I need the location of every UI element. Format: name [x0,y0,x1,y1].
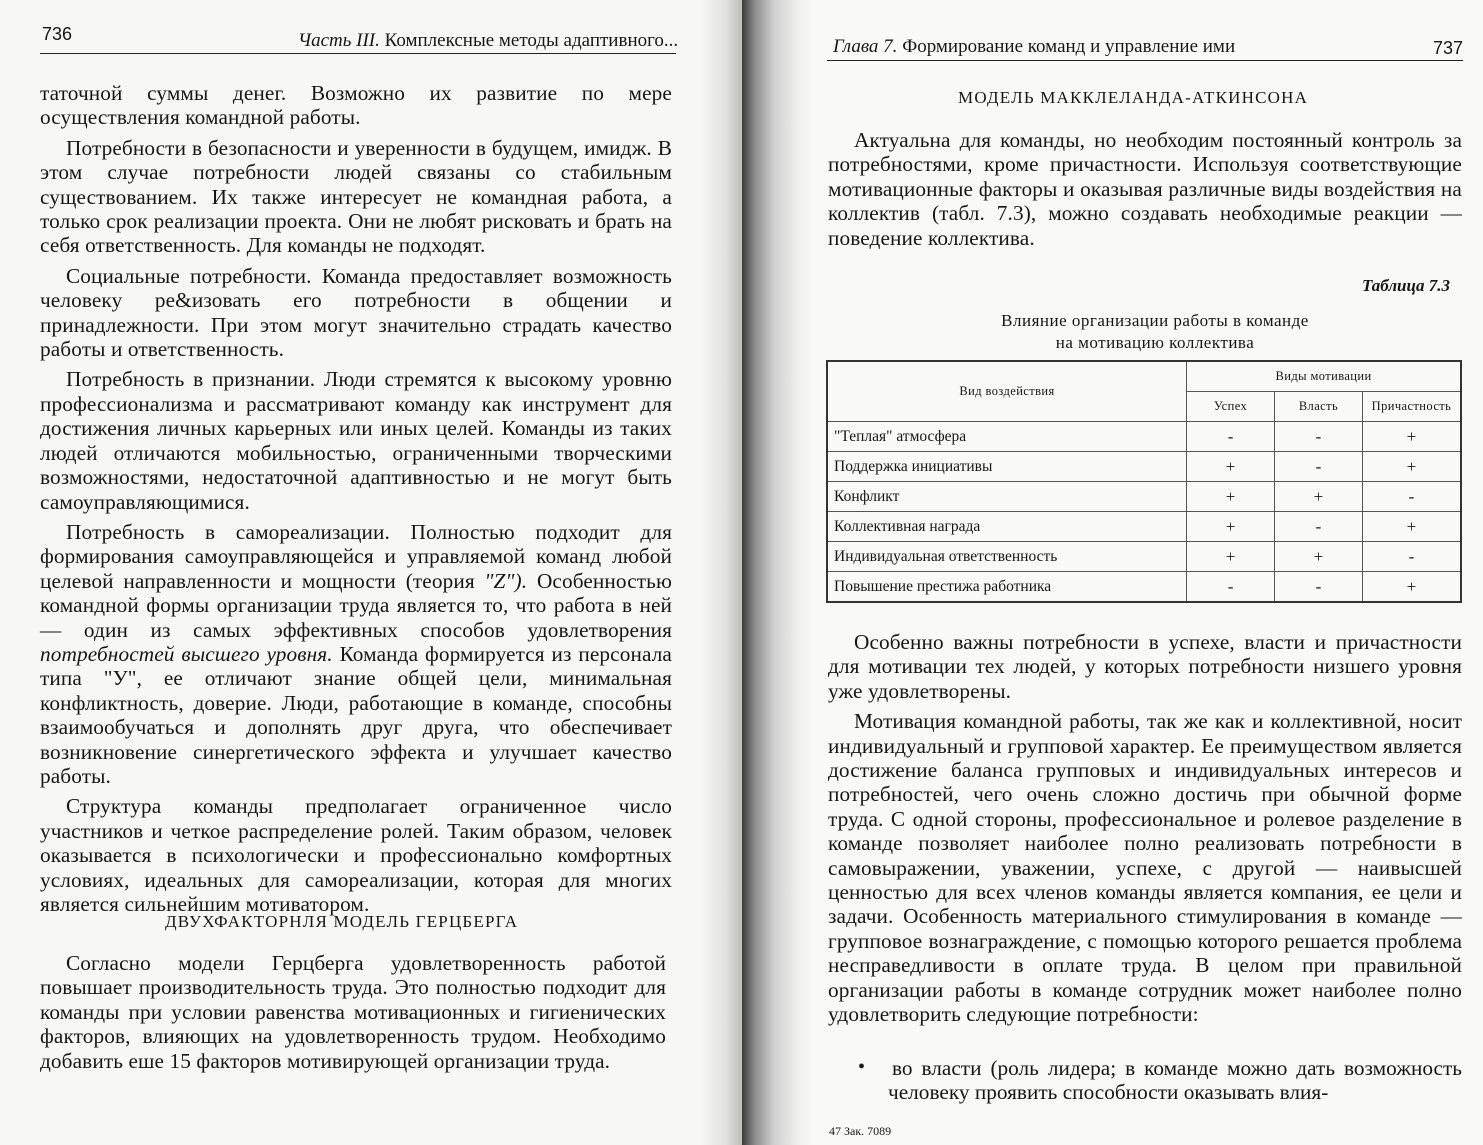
gutter-shadow-right [742,0,812,1145]
success-cell: + [1187,542,1275,572]
herzberg-heading: ДВУХФАКТОРНЛЯ МОДЕЛЬ ГЕРЦБЕРГА [165,912,519,931]
table-label: Таблица 7.3 [1362,276,1450,295]
belonging-cell: + [1362,422,1461,452]
gutter-shadow-left [700,0,742,1145]
left-page-number: 736 [42,24,73,44]
bullet-item: во власти (роль лидера; в команде можно дать возможность человеку проявить способности оказывать влия- [888,1056,1462,1105]
table-row [827,482,1461,512]
intro-block [828,128,1462,250]
theory-z: "Z"). [484,568,528,593]
running-head-part: Часть III. [298,30,380,51]
higher-needs: потребностей высшего уровня. [40,641,333,666]
power-cell: - [1274,512,1362,542]
right-body-text [828,630,1462,1027]
running-head-title: Комплексные методы адаптивного... [384,30,679,51]
paragraph: Особенно важны потребности в успехе, власти и причастности для мотивации тех людей, у которых потребности низшего уровня уже удовлетворены. [828,630,1462,703]
table-row [827,452,1461,482]
header-belonging: Причастность [1362,392,1461,422]
power-cell: + [1274,542,1362,572]
paragraph: Мотивация командной работы, так же как и коллективной, носит индивидуальный и групповой характер. Ее преимуществом является достижение баланса групповых и индивидуальных интересов и потребностей, чего очень сложно достичь при обычной форме труда. С одной стороны, профессиональное и ролевое разделение в команде позволяет наиболее полно реализовать потребности в самовыражении, уважении, успехе, с другой — наивысшей ценностью для всех членов команды является компания, ее цели и задачи. Особенность материального стимулирования в команде — групповое вознаграждение, с помощью которого решается проблема несправедливости в оплате труда. В целом при правильной организации работы в команде сотрудник может наиболее полно удовлетворить следующие потребности: [828,709,1462,1027]
para5-start: Потребность в самореализации. Полностью подходит для формирования самоуправляющейся и управляемой команд любой целевой направленности и мощности (теория [40,519,672,593]
success-cell: + [1187,452,1275,482]
impact-cell: Конфликт [827,482,1187,512]
power-cell: - [1274,422,1362,452]
footer-note: 47 Зак. 7089 [829,1124,892,1138]
header-motivation-types: Виды мотивации [1187,361,1461,392]
belonging-cell: - [1362,482,1461,512]
header-rule [40,53,676,54]
paragraph: Структура команды предполагает ограниченное число участников и четкое распределение ролей. Таким образом, человек оказывается в психологически и профессионально комфортных условиях, идеальных для самореализации, которая для многих является сильнейшим мотиватором. [40,794,672,916]
power-cell: - [1274,452,1362,482]
table-row [827,542,1461,572]
belonging-cell: + [1362,572,1461,603]
para5-mid: Особенностью командной формы организации труда является то, что работа в ней — один из самых эффективных способов удовлетворения [40,568,672,642]
paragraph: Согласно модели Герцберга удовлетворенность работой повышает производительность труда. Это полностью подходит для команды при условии равенства мотивационных и гигиенических факторов, влияющих на удовлетворенность трудом. Необходимо добавить еше 15 факторов мотивирующей организации труда. [40,951,666,1073]
paragraph [40,520,672,788]
paragraph: Актуальна для команды, но необходим постоянный контроль за потребностями, кроме причастности. Используя соответствующие мотивационные факторы и оказывая различные виды воздействия на коллектив (табл. 7.3), можно создавать необходимые реакции — поведение коллектива. [828,128,1462,250]
belonging-cell: + [1362,452,1461,482]
success-cell: + [1187,512,1275,542]
right-running-head [833,36,1235,58]
paragraph: таточной суммы денег. Возможно их развитие по мере осуществления командной работы. [40,81,672,130]
paragraph: Потребность в признании. Люди стремятся к высокому уровню профессионализма и рассматривают команду как инструмент для достижения личных карьерных или иных целей. Команды из таких людей отличаются мобильностью, ограниченными творческими возможностями, недостаточной адаптивностью и не могут быть самоуправляющимися. [40,367,672,514]
left-body-text [40,81,672,916]
herzberg-text-block [40,951,666,1073]
running-head-title: Формирование команд и управление ими [902,36,1236,57]
impact-cell: Коллективная награда [827,512,1187,542]
success-cell: - [1187,572,1275,603]
right-page-number: 737 [1433,38,1464,58]
impact-cell: Индивидуальная ответственность [827,542,1187,572]
table-row [827,512,1461,542]
left-running-head [298,30,678,52]
running-head-chapter: Глава 7. [833,36,898,57]
impact-cell: Поддержка инициативы [827,452,1187,482]
power-cell: + [1274,482,1362,512]
table-caption [900,310,1410,354]
impact-cell: Повышение престижа работника [827,572,1187,603]
motivation-table [826,360,1462,603]
header-rule [827,60,1463,61]
power-cell: - [1274,572,1362,603]
paragraph: Потребности в безопасности и уверенности в будущем, имидж. В этом случае потребности людей связаны со стабильным существованием. Их также интересует не командная работа, а только срок реализации проекта. Они не любят рисковать и брать на себя ответственность. Для команды не подходят. [40,135,672,258]
table-row [827,572,1461,603]
table-row [827,422,1461,452]
mcclelland-heading: МОДЕЛЬ МАККЛЕЛАНДА-АТКИНСОНА [958,88,1309,107]
belonging-cell: + [1362,512,1461,542]
table-caption-line: Влияние организации работы в команде [1001,311,1309,330]
para5-end: Команда формируется из персонала типа "У", ее отличают знание общей цели, минимальная конфликтность, доверие. Люди, работающие в команде, способны взаимообучаться и дополнять друг друга, что обеспечивает возникновение синергетического эффекта и улучшает качество работы. [40,641,672,788]
header-success: Успех [1187,392,1275,422]
table-caption-line: на мотивацию коллектива [1055,333,1255,352]
bullet-icon: • [858,1056,866,1078]
paragraph: Социальные потребности. Команда предоставляет возможность человеку ре&изовать его потребности в общении и принадлежности. При этом могут значительно страдать качество работы и ответственность. [40,263,672,362]
header-impact: Вид воздействия [827,361,1187,422]
header-power: Власть [1274,392,1362,422]
belonging-cell: - [1362,542,1461,572]
impact-cell: "Теплая" атмосфера [827,422,1187,452]
success-cell: - [1187,422,1275,452]
success-cell: + [1187,482,1275,512]
